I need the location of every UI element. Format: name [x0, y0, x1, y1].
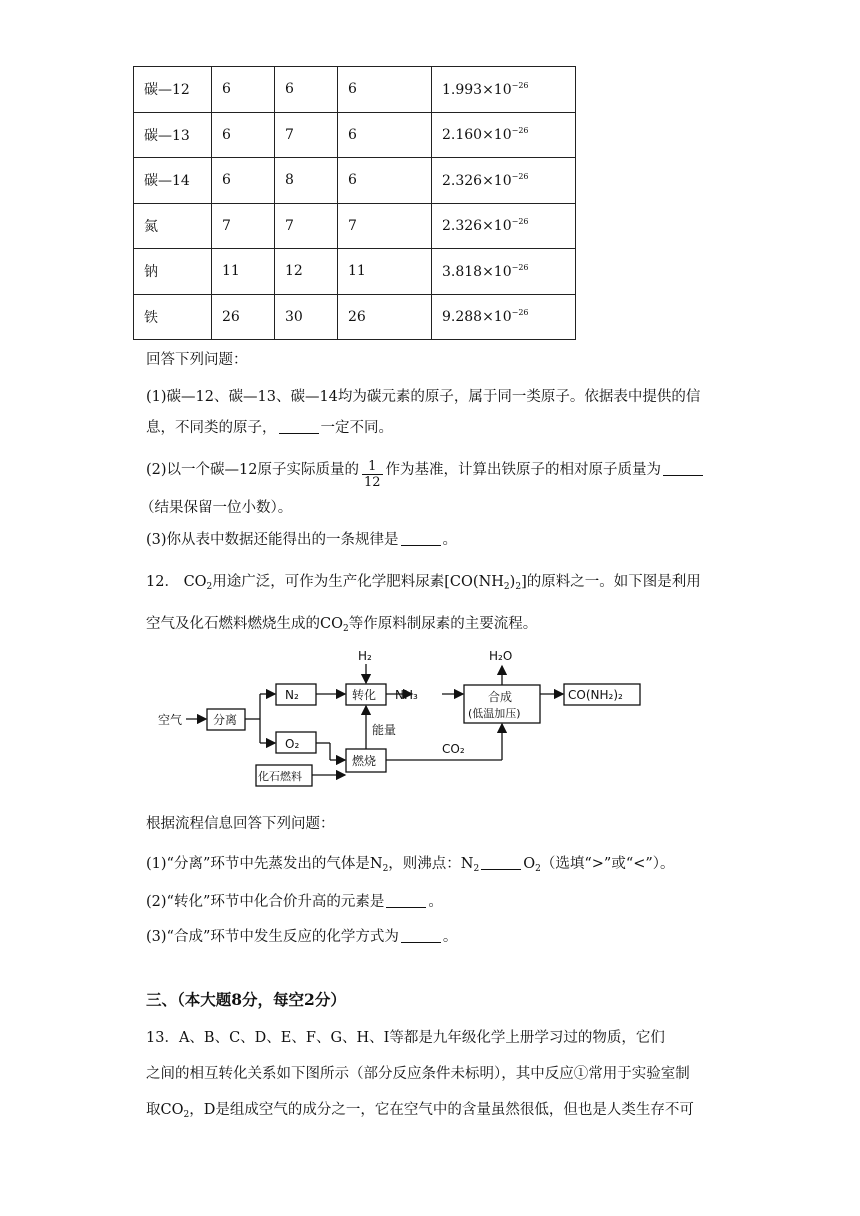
neutron-count-cell: 30: [275, 294, 338, 340]
co2-label: CO₂: [442, 742, 465, 756]
answer-blank[interactable]: [663, 461, 703, 476]
mass-exponent: −26: [511, 126, 529, 136]
proton-count-cell: 7: [212, 203, 275, 249]
electron-count-cell: 6: [338, 112, 432, 158]
atom-mass-cell: [432, 158, 576, 204]
q12-part3: (3)“合成”环节中发生反应的化学方式为 。: [146, 929, 458, 945]
element-name-cell: 碳—13: [134, 112, 212, 158]
answer-blank[interactable]: [386, 893, 426, 908]
atom-mass-cell: [432, 67, 576, 113]
answer-blank[interactable]: [279, 419, 319, 434]
neutron-count-cell: 8: [275, 158, 338, 204]
fraction-one-twelfth: $\frac{1}{12}$: [364, 459, 381, 490]
proton-count-cell: 26: [212, 294, 275, 340]
mass-value: 2.160×10: [442, 127, 512, 144]
urea-label: CO(NH₂)₂: [568, 688, 623, 702]
proton-count-cell: 6: [212, 112, 275, 158]
electron-count-cell: 11: [338, 249, 432, 295]
q12-part1: (1)“分离”环节中先蒸发出的气体是$N_2$，则沸点：$N_2$ $O_2$（选填“>”或“<”）。: [146, 856, 675, 874]
proton-count-cell: 11: [212, 249, 275, 295]
energy-label: 能量: [372, 723, 397, 737]
q11-part2-line1: (2)以一个碳—12原子实际质量的 $\frac{1}{12}$ 作为基准，计算出铁原子的相对原子质量为: [146, 458, 705, 490]
burn-label: 燃烧: [352, 754, 377, 768]
q11-part1-line2: 息，不同类的原子， 一定不同。: [146, 420, 393, 436]
q12-stem-line1: 12． $CO_2$用途广泛，可作为生产化学肥料尿素$[CO(NH_2)_2]$的原料之一。如下图是利用: [146, 574, 701, 592]
element-name-cell: 碳—14: [134, 158, 212, 204]
table-row: [134, 203, 576, 249]
q11-part1-line1: (1)碳—12、碳—13、碳—14均为碳元素的原子，属于同一类原子。依据表中提供的信: [146, 389, 701, 405]
mass-value: 2.326×10: [442, 218, 512, 235]
atom-mass-cell: [432, 249, 576, 295]
q12-questions-intro: 根据流程信息回答下列问题：: [146, 816, 335, 832]
mass-exponent: −26: [511, 171, 529, 181]
section-three-heading: 三、（本大题8分，每空2分）: [146, 990, 346, 1009]
q13-line3: 取$CO_2$，D是组成空气的成分之一，它在空气中的含量虽然很低，但也是人类生存不可: [146, 1102, 694, 1120]
atom-data-table: [133, 66, 576, 340]
q12-stem-line2: 空气及化石燃料燃烧生成的$CO_2$等作原料制尿素的主要流程。: [146, 616, 538, 634]
h2o-label: H₂O: [489, 649, 513, 663]
electron-count-cell: 26: [338, 294, 432, 340]
fuel-label: 化石燃料: [258, 770, 302, 783]
air-label: 空气: [158, 713, 183, 727]
proton-count-cell: 6: [212, 158, 275, 204]
q13-line1: 13．A、B、C、D、E、F、G、H、I等都是九年级化学上册学习过的物质，它们: [146, 1030, 665, 1046]
element-name-cell: 碳—12: [134, 67, 212, 113]
mass-exponent: −26: [511, 262, 529, 272]
atom-mass-cell: [432, 294, 576, 340]
element-name-cell: 氮: [134, 203, 212, 249]
answer-blank[interactable]: [481, 855, 521, 870]
q11-part2-line2: （结果保留一位小数）。: [140, 500, 293, 516]
mass-exponent: −26: [511, 217, 529, 227]
q11-intro: 回答下列问题：: [146, 352, 248, 368]
table-row: [134, 158, 576, 204]
h2-label: H₂: [358, 649, 372, 663]
nh3-label: NH₃: [395, 688, 418, 702]
table-row: [134, 67, 576, 113]
table-row: [134, 112, 576, 158]
n2-label: N₂: [285, 688, 299, 702]
element-name-cell: 铁: [134, 294, 212, 340]
mass-exponent: −26: [511, 80, 529, 90]
atom-mass-cell: [432, 203, 576, 249]
answer-blank[interactable]: [401, 928, 441, 943]
q13-line2: 之间的相互转化关系如下图所示（部分反应条件未标明），其中反应①常用于实验室制: [146, 1066, 690, 1082]
synthesis-condition: (低温加压): [468, 707, 521, 720]
neutron-count-cell: 12: [275, 249, 338, 295]
separate-label: 分离: [213, 713, 238, 727]
proton-count-cell: 6: [212, 67, 275, 113]
neutron-count-cell: 6: [275, 67, 338, 113]
table-row: [134, 294, 576, 340]
neutron-count-cell: 7: [275, 112, 338, 158]
q12-part2: (2)“转化”环节中化合价升高的元素是 。: [146, 894, 443, 910]
electron-count-cell: 6: [338, 158, 432, 204]
neutron-count-cell: 7: [275, 203, 338, 249]
atom-mass-cell: [432, 112, 576, 158]
answer-blank[interactable]: [401, 531, 441, 546]
mass-exponent: −26: [511, 308, 529, 318]
mass-value: 3.818×10: [442, 263, 512, 280]
element-name-cell: 钠: [134, 249, 212, 295]
table-row: [134, 249, 576, 295]
o2-label: O₂: [285, 737, 300, 751]
urea-production-flowchart: [140, 642, 660, 802]
electron-count-cell: 6: [338, 67, 432, 113]
mass-value: 2.326×10: [442, 172, 512, 189]
mass-value: 9.288×10: [442, 309, 512, 326]
convert-label: 转化: [352, 688, 377, 702]
q11-part3: (3)你从表中数据还能得出的一条规律是 。: [146, 532, 458, 548]
mass-value: 1.993×10: [442, 81, 512, 98]
synthesis-label: 合成: [488, 690, 513, 704]
electron-count-cell: 7: [338, 203, 432, 249]
